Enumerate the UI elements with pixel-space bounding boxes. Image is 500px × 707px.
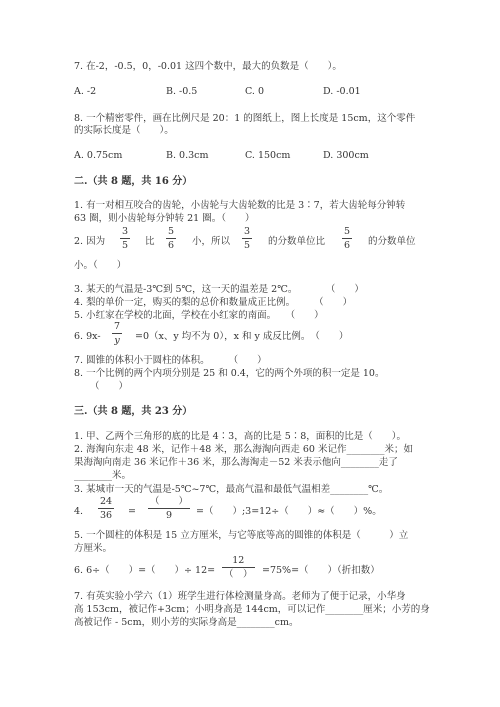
s3-q6-text1: 6. 6÷（ ）=（ ）÷ 12= (74, 565, 216, 576)
s2-q2-fraction2: 5 6 (168, 226, 175, 251)
q7-stem: 7. 在-2，-0.5，0，-0.01 这四个数中，最大的负数是（ ）。 (74, 61, 342, 72)
q7-option-c: C. 0 (245, 86, 265, 97)
s2-q2-text2: 比 (145, 236, 155, 247)
q7-option-d: D. -0.01 (323, 86, 361, 97)
s2-q6-text1: 6. 9x- (74, 331, 101, 342)
s2-q6-fraction: 7 y (114, 321, 121, 346)
q7-option-a: A. -2 (74, 86, 97, 97)
s3-q1: 1. 甲、乙两个三角形的底的比是 4∶3，高的比是 5∶8，面积的比是（ ）。 (74, 431, 407, 442)
s2-q3: 3. 某天的气温是-3℃到 5℃，这一天的温差是 2℃。 （ ） (74, 284, 364, 295)
s2-q1-line2: 63 圈，则小齿轮每分钟转 21 圈。（ ） (74, 213, 255, 224)
s3-q4-fraction2: （ ） 9 (150, 496, 189, 521)
s3-q4-equals: = (128, 506, 136, 517)
s2-q8-line1: 8. 一个比例的两个内项分别是 25 和 0.4，它的两个外项的积一定是 10。 (74, 368, 385, 379)
section2-heading: 二.（共 8 题，共 16 分） (74, 176, 193, 187)
s2-q2-text4: 的分数单位比 (268, 236, 326, 247)
s2-q4: 4. 梨的单价一定，购买的梨的总价和数量成正比例。 （ ） (74, 297, 353, 308)
s3-q4-text: =（ ）;3=12÷（ ）≈（ ）%。 (196, 506, 382, 517)
q8-option-b: B. 0.3cm (166, 150, 209, 161)
s3-q6-fraction: 12 （ ） (224, 555, 253, 580)
s3-q2-line3: ________米。 (74, 470, 132, 481)
s3-q7-line2: 高 153cm，被记作+3cm；小明身高是 144cm，可以记作________厘米；小芳的身 (74, 604, 430, 615)
s3-q2-line1: 2. 海淘向东走 48 米，记作＋48 米，那么海淘向西走 60 米记作________米；如 (74, 444, 413, 455)
s2-q2-line2: 小。（ ） (74, 260, 127, 271)
q8-line2: 的实际长度是（ ）。 (74, 125, 174, 136)
s2-q2-text5: 的分数单位 (368, 236, 416, 247)
s3-q2-line2: 果海淘向南走 36 米记作＋36 米，那么海淘走－52 米表示他向________走了 (74, 457, 398, 468)
q8-option-c: C. 150cm (245, 150, 291, 161)
s3-q5-line2: 方厘米。 (74, 543, 113, 554)
s2-q2-fraction4: 5 6 (344, 226, 351, 251)
s3-q7-line1: 7. 有英实验小学六（1）班学生进行体检测量身高。老师为了便于记录，小华身 (74, 591, 406, 602)
s2-q6-text2: =0（x、y 均不为 0），x 和 y 成反比例。 （ ） (135, 331, 349, 342)
s2-q8-line2: （ ） (90, 381, 129, 392)
s2-q2-fraction1: 3 5 (122, 226, 129, 251)
s2-q7: 7. 圆锥的体积小于圆柱的体积。 （ ） (74, 355, 267, 366)
s2-q2-text3: 小，所以 (192, 236, 231, 247)
s2-q5: 5. 小红家在学校的北面，学校在小红家的南面。 （ ） (74, 310, 324, 321)
s3-q3: 3. 某城市一天的气温是-5℃~7℃，最高气温和最低气温相差________℃。 (74, 484, 389, 495)
q8-option-d: D. 300cm (323, 150, 369, 161)
q8-option-a: A. 0.75cm (74, 150, 123, 161)
section3-heading: 三.（共 8 题，共 23 分） (74, 406, 193, 417)
s2-q1-line1: 1. 有一对相互咬合的齿轮，小齿轮与大齿轮数的比是 3∶7，若大齿轮每分钟转 (74, 200, 406, 211)
q8-line1: 8. 一个精密零件，画在比例尺是 20：1 的图纸上，图上长度是 15cm，这个零件 (74, 113, 416, 124)
s3-q4-fraction1: 24 36 (100, 496, 113, 521)
q7-option-b: B. -0.5 (166, 86, 198, 97)
s3-q5-line1: 5. 一个圆柱的体积是 15 立方厘米，与它等底等高的圆锥的体积是（ ）立 (74, 530, 409, 541)
s2-q2-fraction3: 3 5 (244, 226, 251, 251)
s3-q4-label: 4. (74, 506, 84, 517)
s2-q2-text1: 2. 因为 (74, 236, 106, 247)
s3-q7-line3: 高被记作 - 5cm，则小芳的实际身高是________cm。 (74, 617, 299, 628)
s3-q6-text2: =75%=（ ）（折扣数） (262, 565, 380, 576)
